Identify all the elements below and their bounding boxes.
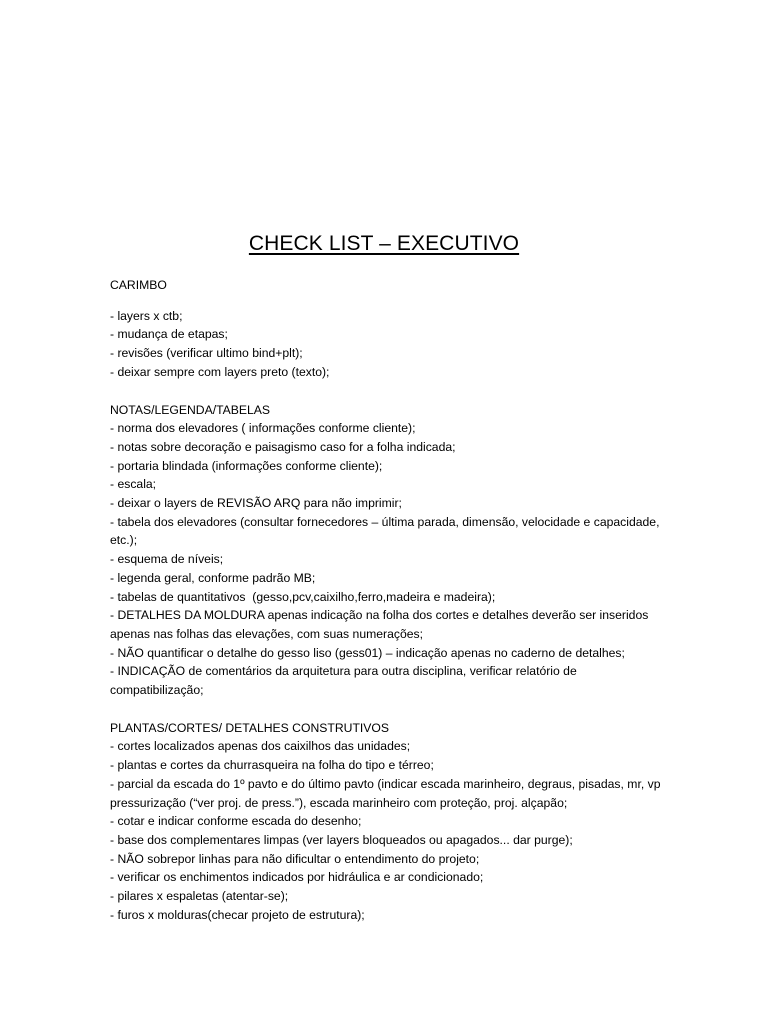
section-heading: NOTAS/LEGENDA/TABELAS [110, 402, 271, 417]
section-carimbo [110, 276, 670, 382]
section-items [110, 307, 670, 382]
list-item: - deixar o layers de REVISÃO ARQ para não imprimir; [110, 496, 402, 511]
list-item: - verificar os enchimentos indicados por hidráulica e ar condicionado; [110, 870, 484, 885]
section-heading: PLANTAS/CORTES/ DETALHES CONSTRUTIVOS [110, 720, 390, 735]
list-item: - tabela dos elevadores (consultar fornecedores – última parada, dimensão, velocidade e capacidade, etc.); [110, 514, 663, 548]
list-item: - NÃO quantificar o detalhe do gesso liso (gess01) – indicação apenas no caderno de detalhes; [110, 645, 625, 660]
list-item: - tabelas de quantitativos (gesso,pcv,caixilho,ferro,madeira e madeira); [110, 589, 496, 604]
list-item: - parcial da escada do 1º pavto e do último pavto (indicar escada marinheiro, degraus, pisadas, mr, vp pressurização (“ver proj. de press.”), escada marinheiro com proteção, proj. alçapão; [110, 776, 664, 810]
list-item: - notas sobre decoração e paisagismo caso for a folha indicada; [110, 439, 456, 454]
section-plantas [110, 719, 670, 925]
list-item: - pilares x espaletas (atentar-se); [110, 889, 289, 904]
list-item: - INDICAÇÃO de comentários da arquitetura para outra disciplina, verificar relatório de compatibilização; [110, 664, 581, 698]
list-item: - base dos complementares limpas (ver layers bloqueados ou apagados... dar purge); [110, 832, 573, 847]
list-item: - mudança de etapas; [110, 327, 228, 342]
list-item: - revisões (verificar ultimo bind+plt); [110, 346, 303, 361]
page-title: CHECK LIST – EXECUTIVO [248, 232, 520, 255]
section-gap [110, 700, 670, 719]
list-item: - DETALHES DA MOLDURA apenas indicação na folha dos cortes e detalhes deverão ser inseridos apenas nas folhas das elevações, com suas numerações; [110, 608, 652, 641]
list-item: - escala; [110, 477, 157, 492]
section-notas [110, 401, 670, 700]
list-item: - esquema de níveis; [110, 552, 224, 567]
list-item: - cotar e indicar conforme escada do desenho; [110, 814, 362, 829]
list-item: - norma dos elevadores ( informações conforme cliente); [110, 421, 416, 436]
section-heading: CARIMBO [110, 278, 167, 292]
list-item: - layers x ctb; [110, 308, 183, 323]
section-gap [110, 382, 670, 401]
list-item: - legenda geral, conforme padrão MB; [110, 570, 316, 585]
list-item: - plantas e cortes da churrasqueira na folha do tipo e térreo; [110, 758, 434, 773]
list-item: - cortes localizados apenas dos caixilhos das unidades; [110, 739, 411, 754]
section-items [110, 419, 670, 700]
section-items [110, 737, 670, 924]
checklist-content [110, 276, 670, 925]
list-item: - deixar sempre com layers preto (texto); [110, 364, 330, 379]
list-item: - furos x molduras(checar projeto de estrutura); [110, 907, 365, 922]
list-item: - NÃO sobrepor linhas para não dificultar o entendimento do projeto; [110, 851, 480, 866]
list-item: - portaria blindada (informações conforme cliente); [110, 458, 383, 473]
